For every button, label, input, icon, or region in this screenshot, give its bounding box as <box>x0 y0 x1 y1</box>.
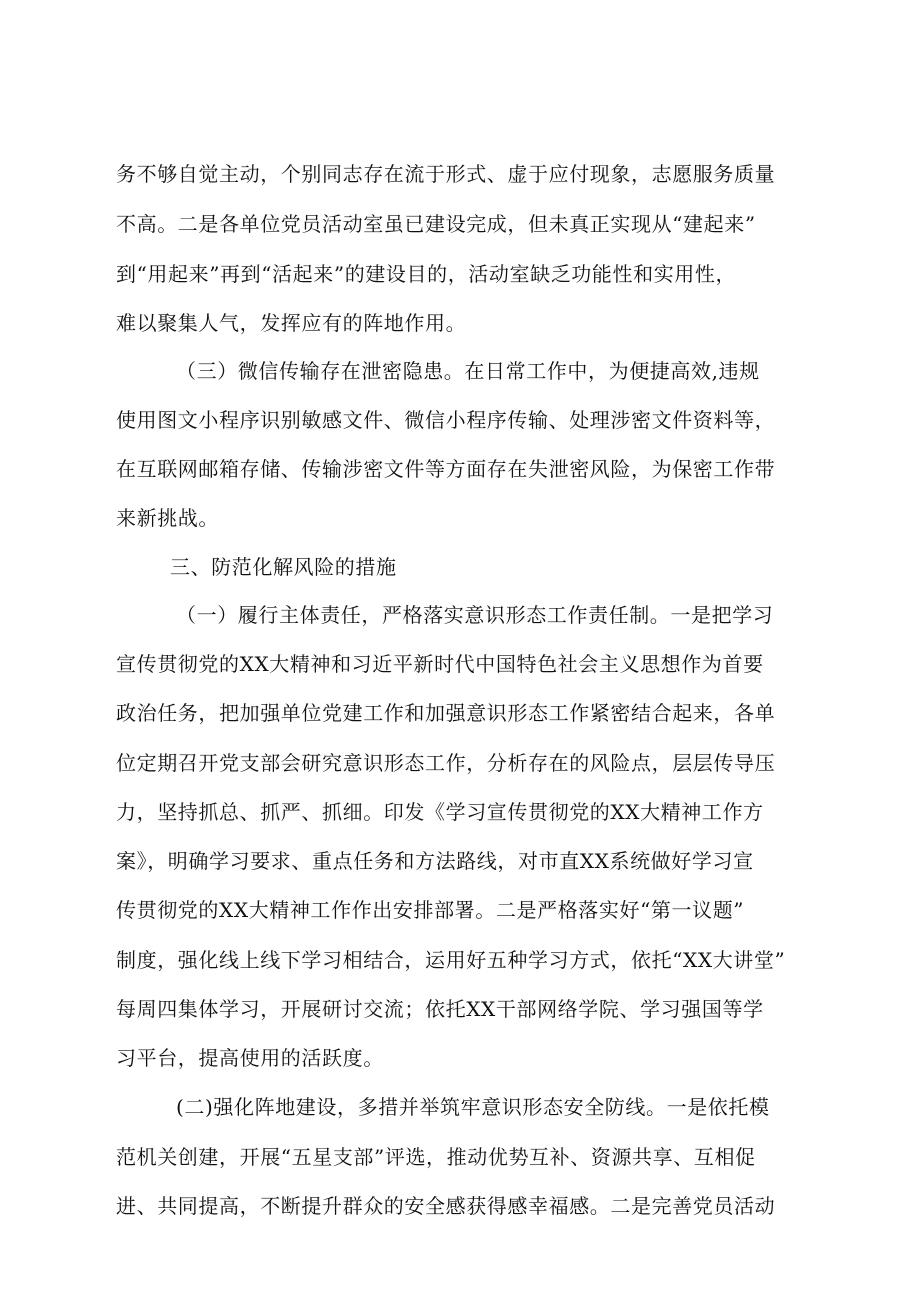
text-line: （三）微信传输存在泄密隐患。在日常工作中，为便捷高效,违规 <box>176 359 760 383</box>
text-line: 力，坚持抓总、抓严、抓细。印发《学习宣传贯彻党的XX大精神工作方 <box>116 800 764 824</box>
text-line: 政治任务，把加强单位党建工作和加强意识形态工作紧密结合起来，各单 <box>116 701 776 725</box>
text-line: 每周四集体学习，开展研讨交流；依托XX干部网络学院、学习强国等学 <box>116 997 764 1021</box>
text-line: 使用图文小程序识别敏感文件、微信小程序传输、处理涉密文件资料等， <box>116 408 776 432</box>
text-line: 来新挑战。 <box>116 506 219 530</box>
text-line: 不高。二是各单位党员活动室虽已建设完成，但未真正实现从“建起来” <box>116 212 756 236</box>
text-line: 务不够自觉主动，个别同志存在流于形式、虚于应付现象，志愿服务质量 <box>116 162 776 186</box>
text-line: （一）履行主体责任，严格落实意识形态工作责任制。一是把学习 <box>176 603 774 627</box>
text-line: 案》，明确学习要求、重点任务和方法路线，对市直XX系统做好学习宣 <box>116 849 754 873</box>
text-line: 难以聚集人气，发挥应有的阵地作用。 <box>116 311 467 335</box>
text-line: 在互联网邮箱存储、传输涉密文件等方面存在失泄密风险，为保密工作带 <box>116 457 776 481</box>
text-line: 宣传贯彻党的XX大精神和习近平新时代中国特色社会主义思想作为首要 <box>116 652 764 676</box>
text-line: 范机关创建，开展“五星支部”评选，推动优势互补、资源共享、互相促 <box>116 1145 756 1169</box>
text-line: 习平台，提高使用的活跃度。 <box>116 1046 384 1070</box>
text-line: 到“用起来”再到“活起来”的建设目的，活动室缺乏功能性和实用性， <box>116 262 737 286</box>
section-heading: 三、防范化解风险的措施 <box>170 555 397 579</box>
text-line: 制度，强化线上线下学习相结合，运用好五种学习方式，依托“XX大讲堂” <box>116 948 786 972</box>
text-line: 传贯彻党的XX大精神工作作出安排部署。二是严格落实好“第一议题” <box>116 898 745 922</box>
text-line: 位定期召开党支部会研究意识形态工作，分析存在的风险点，层层传导压 <box>116 751 776 775</box>
text-line: 进、共同提高，不断提升群众的安全感获得感幸福感。二是完善党员活动 <box>116 1194 776 1218</box>
text-line: (二)强化阵地建设，多措并举筑牢意识形态安全防线。一是依托模 <box>176 1095 770 1119</box>
